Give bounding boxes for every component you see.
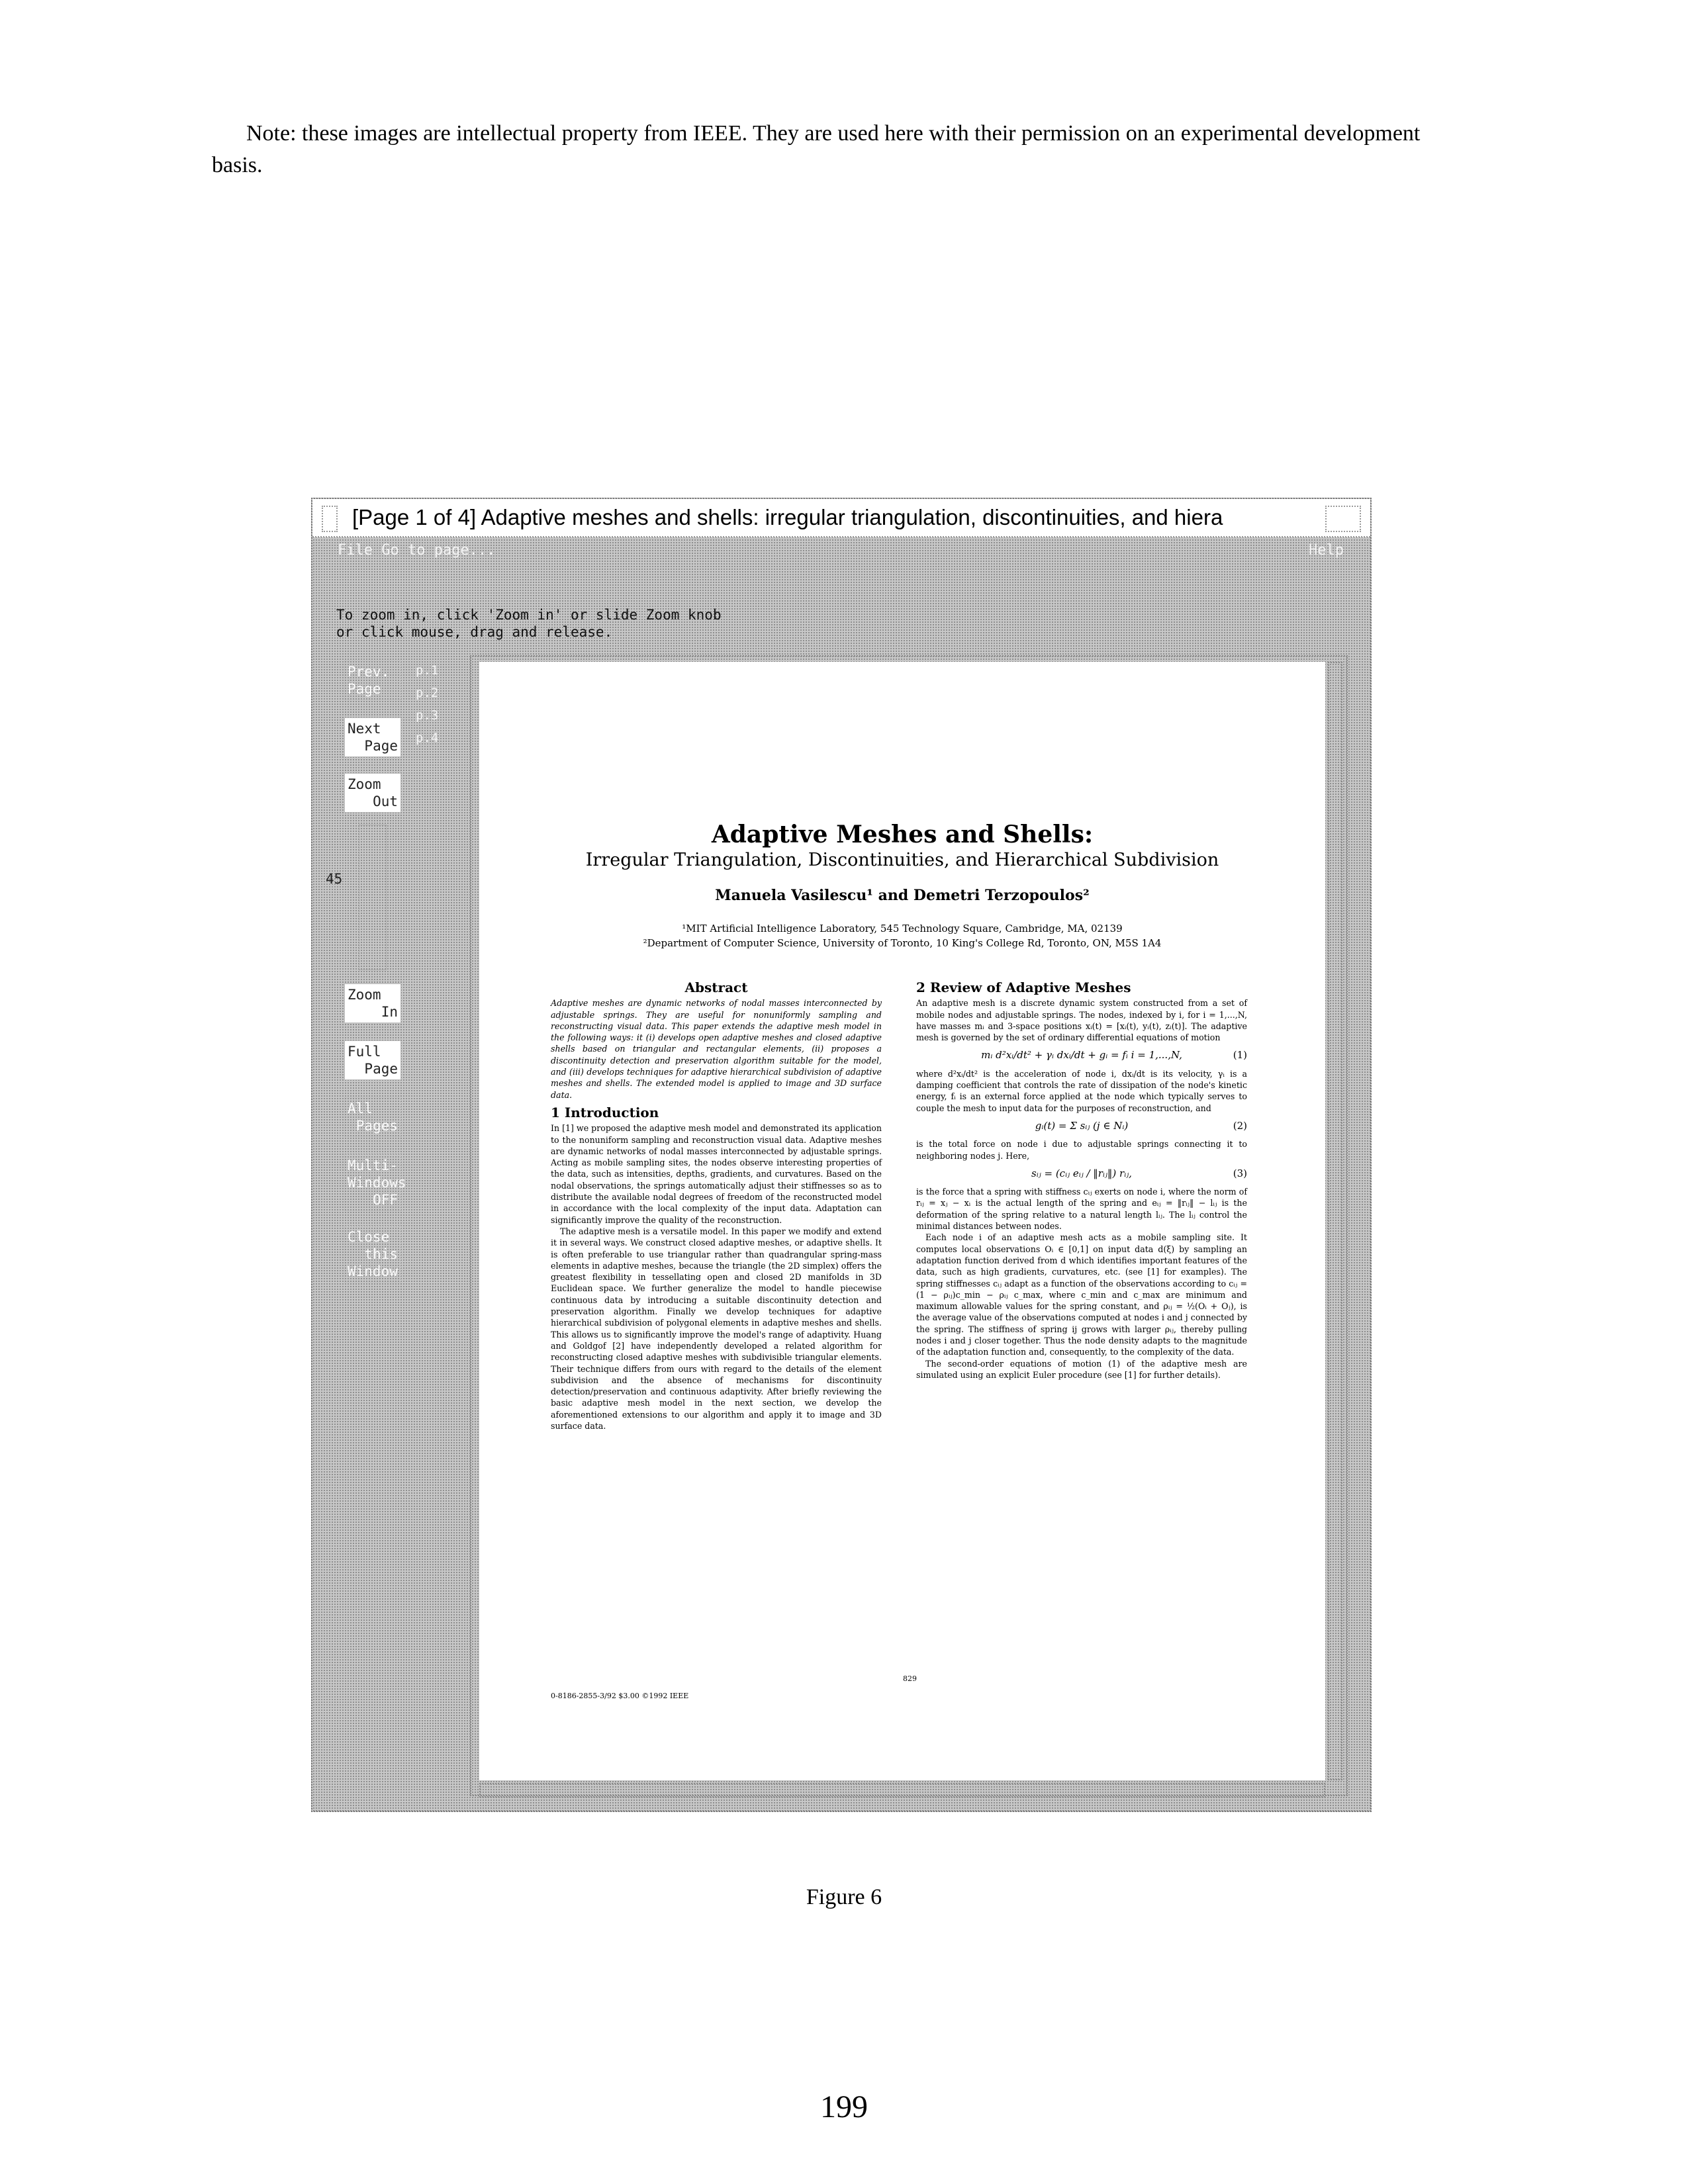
intro-paragraph-2: The adaptive mesh is a versatile model. In this paper we modify and extend it in several ways. We construct closed adaptive meshes, or adaptive shells. It is often preferable to use triangular rather than quadrangular spring-mass elements in adaptive meshes, because the triangle (the 2D simplex) offers the greatest flexibility in tessellating open and closed 2D manifolds in 3D Euclidean space. We further generalize the model to handle piecewise continuous data by introducing a suitable discontinuity detection and preservation algorithm. Finally we develop techniques for adaptive hierarchical subdivision of polygonal elements in adaptive meshes and shells. This allows us to significantly improve the model's range of adaptivity. Huang and Goldgof [2] have independently developed a related algorithm for reconstructing closed adaptive meshes with subdivisible triangular elements. Their technique differs from ours with regard to the details of the element subdivision and the absence of mechanisms for discontinuity detection/preservation and continuous adaptivity. After briefly reviewing the basic adaptive mesh model in the next section, we develop the aforementioned extensions to our algorithm and apply it to image and 3D surface data. — [551, 1226, 882, 1431]
equation-3-number: (3) — [1233, 1167, 1247, 1179]
review-paragraph-4: is the force that a spring with stiffness cᵢⱼ exerts on node i, where the norm of rᵢⱼ = xⱼ − xᵢ is the actual length of the spring and eᵢⱼ = ‖rᵢⱼ‖ − lᵢⱼ is the deformation of the spring relative to a natural length lᵢⱼ. The lᵢⱼ control the minimal distances between nodes. — [916, 1187, 1247, 1232]
all-pages-label-2: Pages — [355, 1118, 398, 1134]
next-page-label-2: Page — [364, 738, 398, 754]
equation-2-body: gᵢ(t) = Σ sᵢⱼ (j ∈ Nᵢ) — [1035, 1119, 1129, 1132]
page-list-item[interactable]: p.1 — [416, 663, 439, 678]
review-paragraph-6: The second-order equations of motion (1) of the adaptive mesh are simulated using an explicit Euler procedure (see [1] for further details). — [916, 1358, 1247, 1380]
review-heading: 2 Review of Adaptive Meshes — [916, 979, 1131, 995]
review-paragraph-1: An adaptive mesh is a discrete dynamic system constructed from a set of mobile nodes and adjustable springs. The nodes, indexed by i, for i = 1,...,N, have masses mᵢ and 3-space positions xᵢ(t) = [xᵢ(t), yᵢ(t), zᵢ(t)]. The adaptive mesh is governed by the set of ordinary differential equations of motion — [916, 998, 1247, 1043]
zoom-hint-line2: or click mouse, drag and release. — [336, 624, 613, 640]
document-page[interactable] — [479, 662, 1325, 1780]
window-title: [Page 1 of 4] Adaptive meshes and shells: irregular triangulation, discontinuities, and hiera — [352, 505, 1223, 529]
page-number: 199 — [820, 2089, 868, 2124]
equation-1-body: mᵢ d²xᵢ/dt² + γᵢ dxᵢ/dt + gᵢ = fᵢ i = 1,...,N, — [981, 1049, 1182, 1062]
next-page-button[interactable] — [344, 717, 401, 757]
prev-page-label-1: Prev. — [348, 664, 390, 680]
full-page-label-2: Page — [364, 1061, 398, 1077]
review-paragraph-5: Each node i of an adaptive mesh acts as a mobile sampling site. It computes local observations Oᵢ ∈ [0,1] on input data d(ξ) by sampling an adaptation function derived from d which identifies important features of the data, such as high gradients, curvatures, etc. (see [1] for examples). The spring stiffnesses cᵢⱼ adapt as a function of the observations according to cᵢⱼ = (1 − ρᵢⱼ)c_min − ρᵢⱼ c_max, where c_min and c_max are minimum and maximum allowable values for the spring constant, and ρᵢⱼ = ½(Oᵢ + Oⱼ), is the average value of the observations computed at nodes i and j connected by the spring. The stiffness of spring ij grows with larger ρᵢⱼ, thereby pulling nodes i and j closer together. Thus the node density adapts to the magnitude of the adaptation function and, consequently, to the complexity of the data. — [916, 1232, 1247, 1357]
horizontal-scrollbar[interactable] — [479, 1783, 1325, 1797]
equation-2 — [916, 1120, 1247, 1132]
vertical-scrollbar[interactable] — [1328, 662, 1342, 1780]
multi-windows-label-2: Windows — [348, 1175, 406, 1191]
menu-file-goto[interactable]: File Go to page... — [338, 542, 496, 559]
viewer-window — [311, 498, 1372, 1812]
figure-caption: Figure 6 — [806, 1885, 882, 1909]
equation-1 — [916, 1050, 1247, 1061]
close-window-label-3: Window — [348, 1263, 398, 1279]
zoom-in-button[interactable] — [344, 983, 401, 1023]
equation-3-body: sᵢⱼ = (cᵢⱼ eᵢⱼ / ‖rᵢⱼ‖) rᵢⱼ, — [1031, 1167, 1132, 1179]
intro-heading: 1 Introduction — [551, 1104, 659, 1120]
window-menu-icon[interactable] — [322, 506, 338, 532]
close-window-label-1: Close — [348, 1229, 390, 1245]
page-list — [416, 659, 438, 749]
page-list-item[interactable]: p.2 — [416, 686, 439, 700]
zoom-slider[interactable] — [359, 825, 387, 970]
menu-help[interactable]: Help — [1309, 542, 1344, 559]
review-paragraph-2: where d²xᵢ/dt² is the acceleration of node i, dxᵢ/dt is its velocity, γᵢ is a damping coefficient that controls the rate of dissipation of the node's kinetic energy, fᵢ is an external force applied at the node which typically serves to couple the mesh to input data for the purposes of reconstruction, and — [916, 1068, 1247, 1113]
paper-affiliation-1: ¹MIT Artificial Intelligence Laboratory, 545 Technology Square, Cambridge, MA, 02139 — [682, 923, 1123, 934]
paper-page-number: 829 — [903, 1674, 917, 1683]
zoom-in-label-1: Zoom — [348, 987, 381, 1003]
equation-1-number: (1) — [1233, 1049, 1247, 1062]
intro-paragraph-1: In [1] we proposed the adaptive mesh model and demonstrated its application to the nonuniform sampling and reconstruction visual data. Adaptive meshes are dynamic networks of nodal masses interconnected by adjustable springs. Acting as mobile sampling sites, the nodes observe interesting properties of the data, such as intensities, depths, gradients, and curvatures. Based on the nodal observations, the springs automatically adjust their stiffnesses so as to distribute the available nodal degrees of freedom of the reconstructed model in accordance with the local complexity of the input data. Adaptation can significantly improve the quality of the reconstruction. — [551, 1123, 882, 1225]
paper-authors: Manuela Vasilescu¹ and Demetri Terzopoulos² — [715, 887, 1090, 904]
page-list-item[interactable]: p.4 — [416, 731, 439, 745]
multi-windows-label-1: Multi- — [348, 1158, 398, 1173]
paper-left-column — [551, 979, 882, 1432]
zoom-hint-line1: To zoom in, click 'Zoom in' or slide Zoom knob — [336, 607, 722, 623]
zoom-value: 45 — [326, 871, 343, 887]
next-page-label-1: Next — [348, 721, 381, 737]
zoom-in-label-2: In — [381, 1004, 398, 1020]
zoom-hint — [336, 606, 722, 641]
zoom-out-label-1: Zoom — [348, 776, 381, 792]
paper-affiliation-2: ²Department of Computer Science, University of Toronto, 10 King's College Rd, Toronto, ON, M5S 1A4 — [643, 937, 1162, 949]
equation-3 — [916, 1168, 1247, 1179]
abstract-text: Adaptive meshes are dynamic networks of nodal masses interconnected by adjustable springs. They are useful for nonuniformly sampling and reconstructing visual data. This paper extends the adaptive mesh model in the following ways: it (i) develops open adaptive meshes and closed adaptive shells based on triangular and rectangular elements, (ii) proposes a discontinuity detection and preservation algorithm suitable for the model, and (iii) develops techniques for adaptive hierarchical subdivision of adaptive meshes and shells. The extended model is applied to image and 3D surface data. — [551, 998, 882, 1100]
menubar — [312, 537, 1370, 564]
paper-copyright: 0-8186-2855-3/92 $3.00 ©1992 IEEE — [551, 1692, 689, 1700]
equation-2-number: (2) — [1233, 1119, 1247, 1132]
close-window-label-2: this — [364, 1246, 398, 1262]
abstract-heading: Abstract — [684, 979, 748, 995]
multi-windows-button[interactable] — [344, 1154, 406, 1211]
close-window-button[interactable] — [344, 1226, 401, 1283]
all-pages-label-1: All — [348, 1101, 373, 1116]
full-page-button[interactable] — [344, 1040, 401, 1080]
all-pages-button[interactable] — [344, 1097, 401, 1137]
full-page-label-1: Full — [348, 1044, 381, 1060]
paper-subtitle: Irregular Triangulation, Discontinuities, and Hierarchical Subdivision — [585, 850, 1219, 870]
zoom-out-label-2: Out — [373, 794, 398, 809]
page-list-item[interactable]: p.3 — [416, 708, 439, 723]
review-paragraph-3: is the total force on node i due to adjustable springs connecting it to neighboring nodes j. Here, — [916, 1139, 1247, 1161]
multi-windows-label-3: OFF — [373, 1192, 398, 1208]
prev-page-label-2: Page — [348, 681, 381, 697]
paper-title: Adaptive Meshes and Shells: — [711, 821, 1094, 848]
window-resize-icon[interactable] — [1325, 506, 1361, 532]
window-titlebar[interactable] — [312, 499, 1370, 537]
prev-page-button[interactable] — [344, 660, 401, 700]
zoom-out-button[interactable] — [344, 773, 401, 813]
paper-right-column — [916, 979, 1247, 1381]
ieee-note: Note: these images are intellectual property from IEEE. They are used here with their permission on an experimental development basis. — [212, 121, 1421, 177]
